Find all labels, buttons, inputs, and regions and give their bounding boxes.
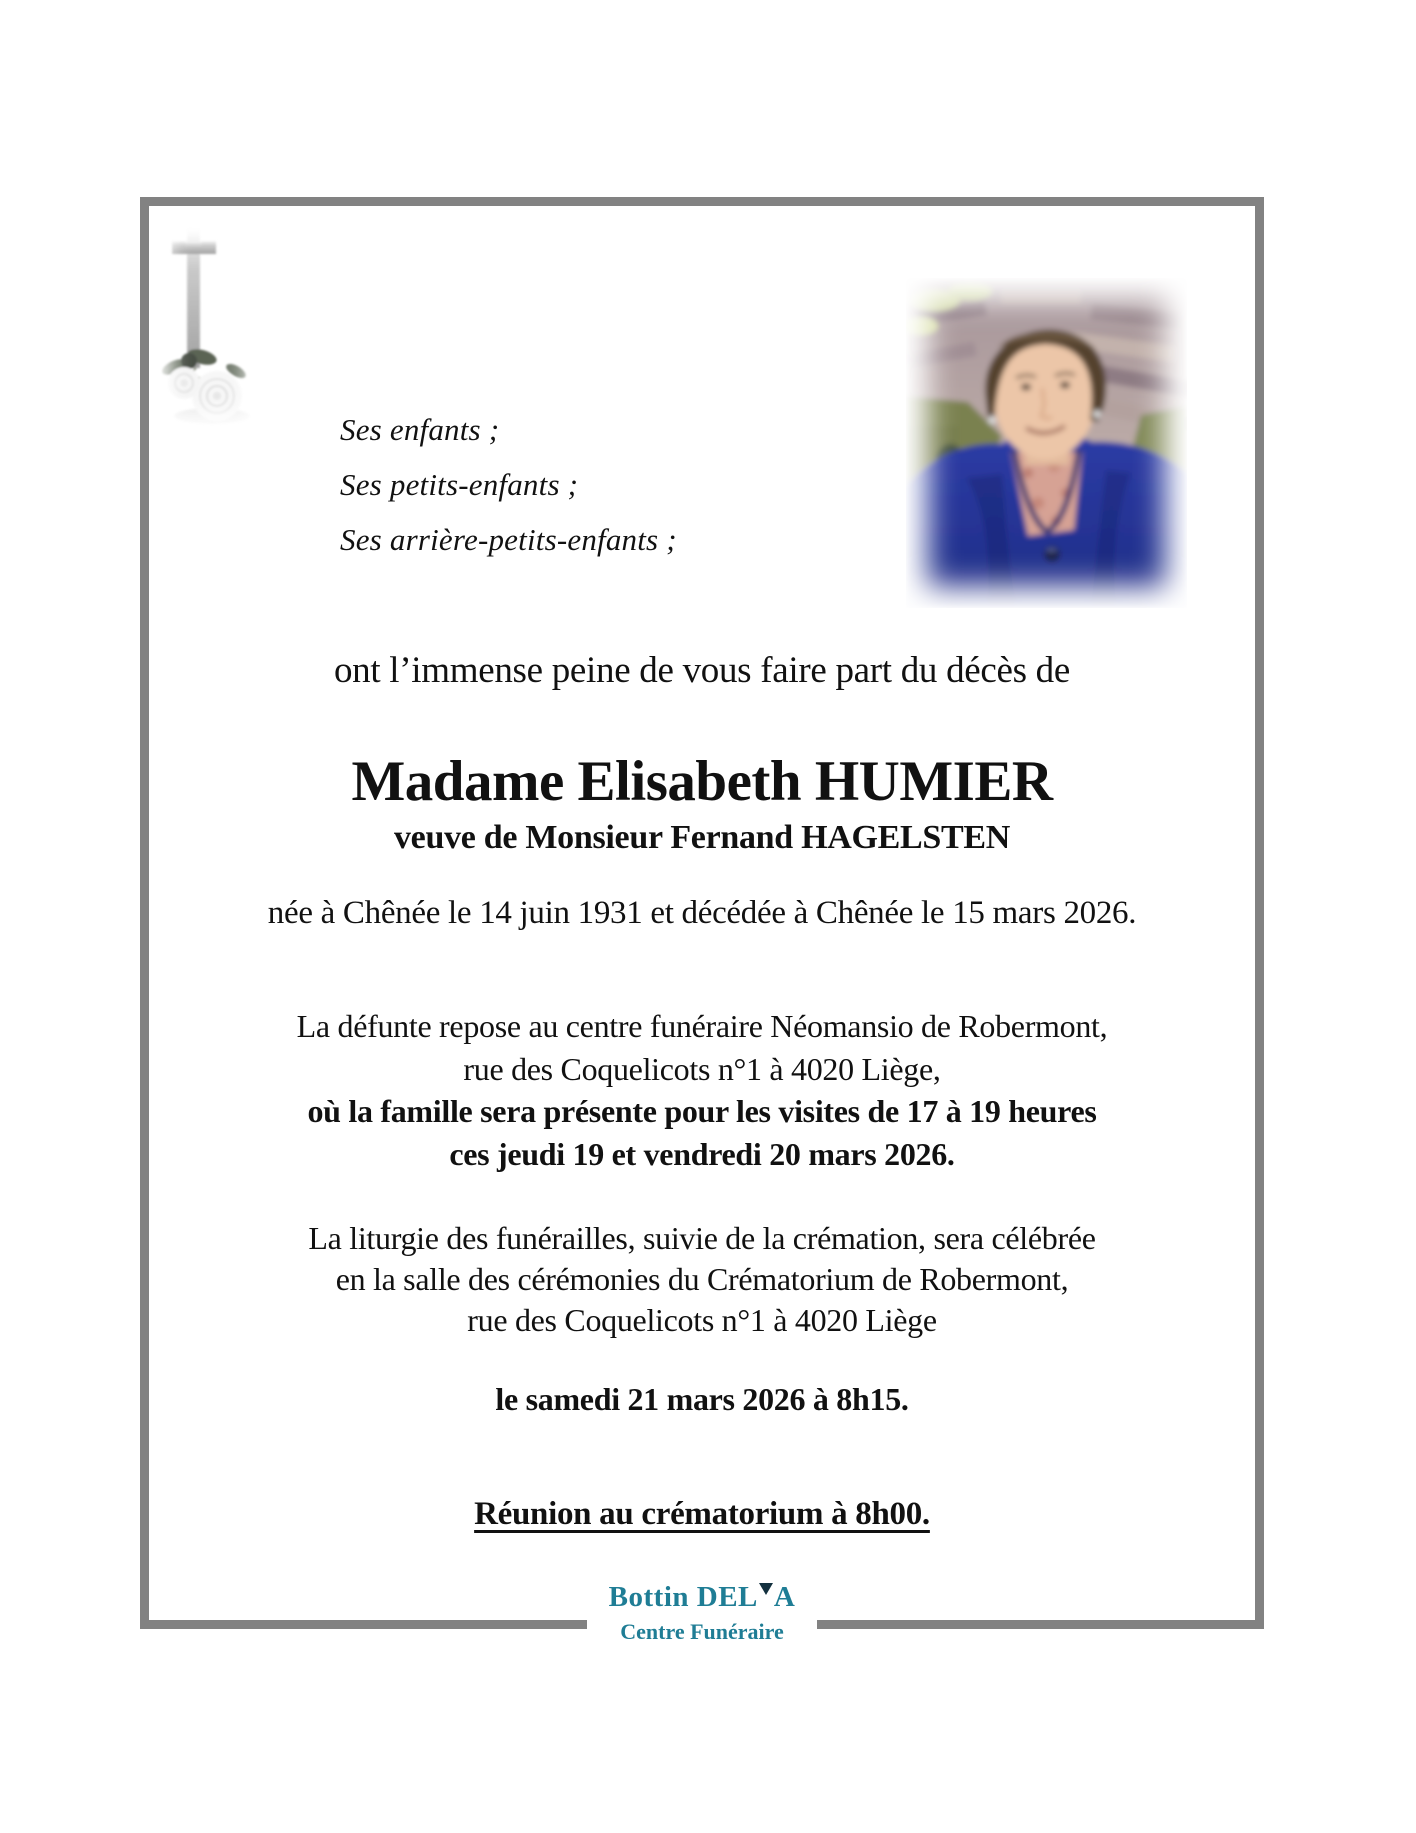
logo-name-right: A xyxy=(773,1581,796,1613)
repose-line-4: ces jeudi 19 et vendredi 20 mars 2026. xyxy=(449,1135,955,1172)
repose-line-3: où la famille sera présente pour les visites de 17 à 19 heures xyxy=(307,1093,1097,1129)
repose-paragraph xyxy=(140,1005,1264,1175)
ceremony-line-2: en la salle des cérémonies du Crématorium de Robermont, xyxy=(335,1261,1069,1297)
announcement-text: ont l’immense peine de vous faire part du décès de xyxy=(333,650,1071,691)
relative-line-grandchildren: Ses petits-enfants ; xyxy=(340,467,579,502)
repose-line-1: La défunte repose au centre funéraire Néomansio de Robermont, xyxy=(296,1008,1108,1044)
ceremony-line-3: rue des Coquelicots n°1 à 4020 Liège xyxy=(467,1302,937,1338)
relative-line-children: Ses enfants ; xyxy=(340,412,500,447)
life-dates: née à Chênée le 14 juin 1931 et décédée à Chênée le 15 mars 2026. xyxy=(267,895,1137,931)
logo-name-left: Bottin DEL xyxy=(608,1581,758,1613)
triangle-icon xyxy=(759,1583,773,1595)
bottin-dela-logo xyxy=(587,1572,818,1655)
ceremony-line-1: La liturgie des funérailles, suivie de la crémation, sera célébrée xyxy=(308,1220,1096,1256)
ceremony-datetime: le samedi 21 mars 2026 à 8h15. xyxy=(495,1381,909,1417)
ceremony-paragraph xyxy=(140,1218,1264,1341)
widow-line: veuve de Monsieur Fernand HAGELSTEN xyxy=(393,819,1011,856)
deceased-name: Madame Elisabeth HUMIER xyxy=(351,750,1053,813)
repose-line-2: rue des Coquelicots n°1 à 4020 Liège, xyxy=(463,1050,941,1087)
footer-logo-area xyxy=(140,1572,1264,1655)
logo-name xyxy=(609,1580,796,1614)
cross-and-roses-icon xyxy=(156,220,260,428)
logo-subtitle: Centre Funéraire xyxy=(620,1619,784,1644)
relatives-list xyxy=(340,402,677,567)
portrait-photo xyxy=(906,278,1187,608)
meeting-note: Réunion au crématorium à 8h00. xyxy=(474,1496,930,1532)
relative-line-greatgrandchildren: Ses arrière-petits-enfants ; xyxy=(340,522,677,557)
